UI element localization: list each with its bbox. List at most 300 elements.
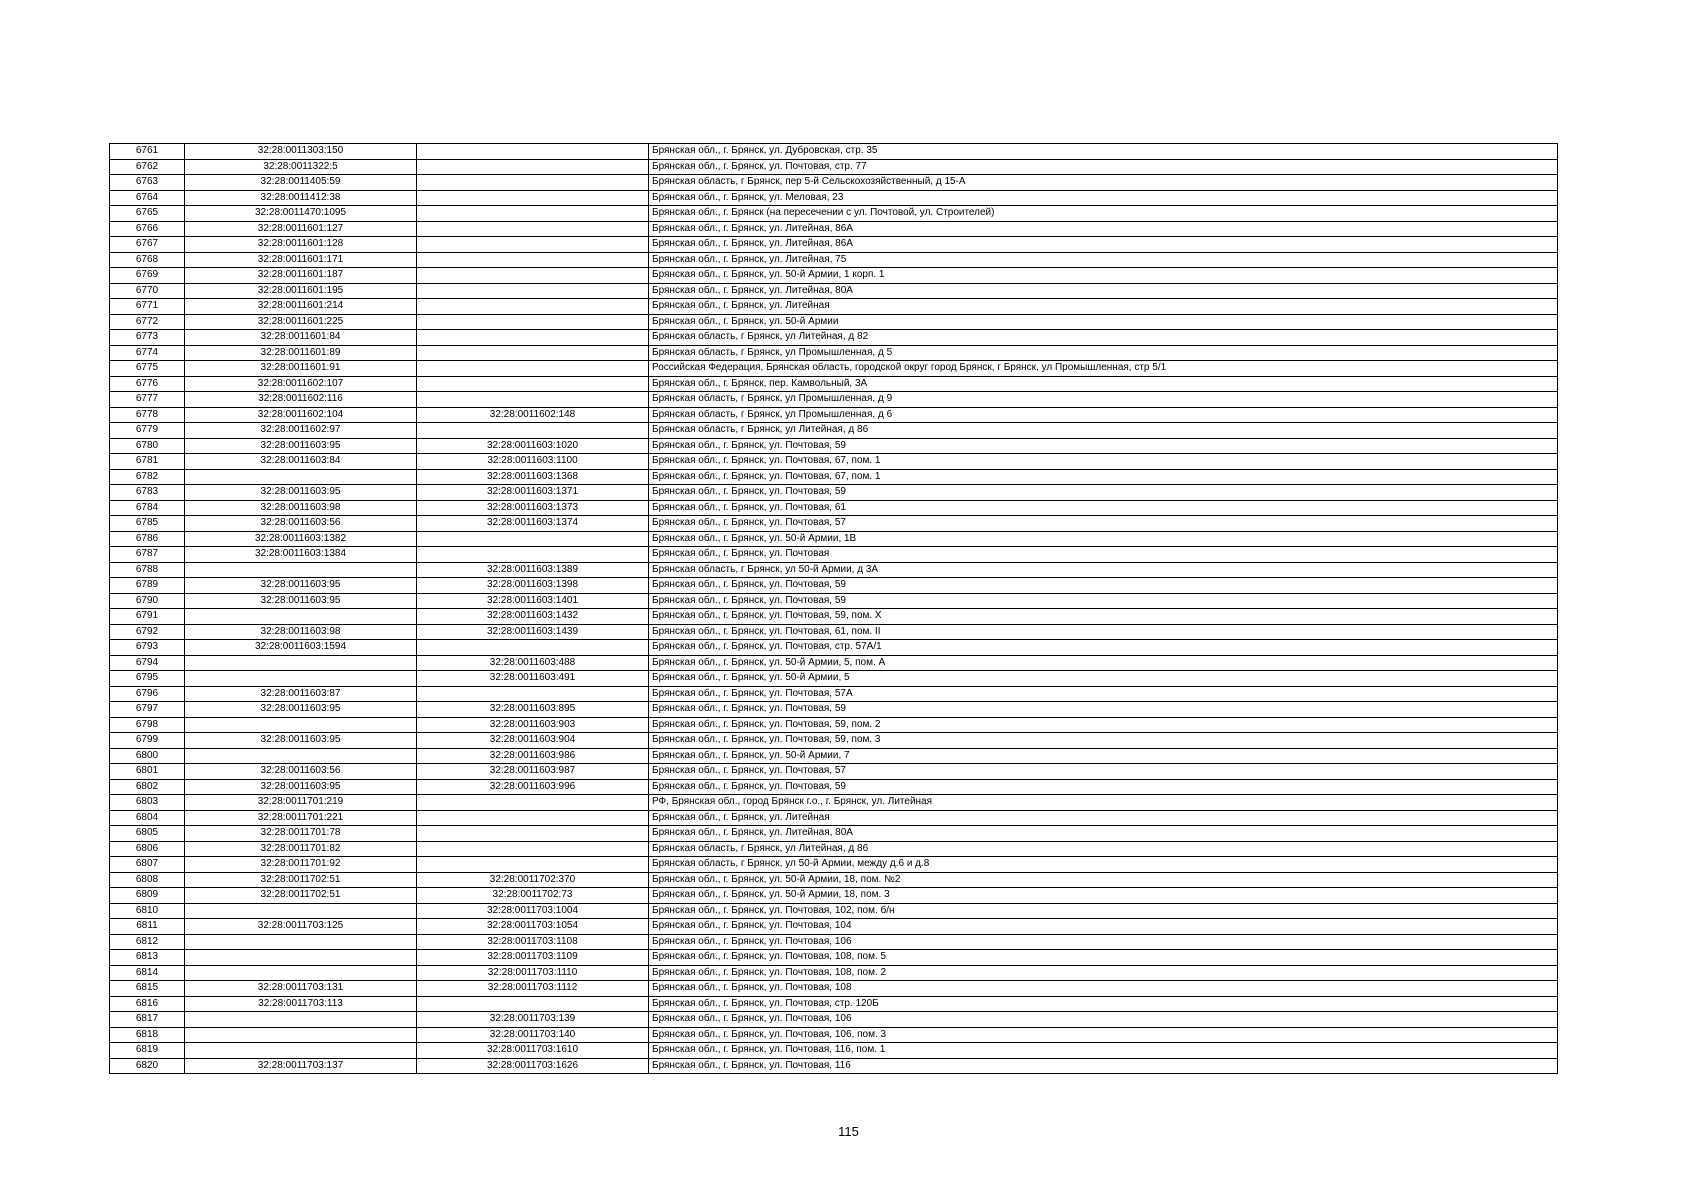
object-cadastral-number-cell: 32:28:0011602:148 — [417, 407, 649, 423]
table-row — [110, 888, 1558, 904]
cadastral-number-cell: 32:28:0011601:171 — [185, 252, 417, 268]
object-cadastral-number-cell: 32:28:0011603:903 — [417, 717, 649, 733]
address-cell: Брянская обл., г. Брянск, ул. Дубровская, стр. 35 — [649, 144, 1558, 160]
object-cadastral-number-cell: 32:28:0011603:1368 — [417, 469, 649, 485]
row-number-cell: 6766 — [110, 221, 185, 237]
object-cadastral-number-cell — [417, 423, 649, 439]
address-cell: Брянская обл., г. Брянск, ул. Почтовая, 59 — [649, 578, 1558, 594]
cadastral-number-cell: 32:28:0011601:225 — [185, 314, 417, 330]
row-number-cell: 6803 — [110, 795, 185, 811]
address-cell: Брянская область, г Брянск, ул Литейная, д 82 — [649, 330, 1558, 346]
table-row — [110, 345, 1558, 361]
table-row — [110, 1043, 1558, 1059]
object-cadastral-number-cell: 32:28:0011703:1108 — [417, 934, 649, 950]
page-number: 115 — [838, 1124, 859, 1139]
row-number-cell: 6793 — [110, 640, 185, 656]
cadastral-number-cell: 32:28:0011701:221 — [185, 810, 417, 826]
cadastral-number-cell: 32:28:0011603:95 — [185, 733, 417, 749]
table-row — [110, 593, 1558, 609]
row-number-cell: 6796 — [110, 686, 185, 702]
address-cell: Брянская обл., г. Брянск, ул. Почтовая, 67, пом. 1 — [649, 454, 1558, 470]
row-number-cell: 6802 — [110, 779, 185, 795]
cadastral-number-cell: 32:28:0011603:95 — [185, 779, 417, 795]
table-row — [110, 314, 1558, 330]
row-number-cell: 6767 — [110, 237, 185, 253]
address-cell: Брянская обл., г. Брянск, ул. Почтовая, стр. 77 — [649, 159, 1558, 175]
address-cell: Брянская обл., г. Брянск, ул. Почтовая, 108 — [649, 981, 1558, 997]
table-row — [110, 206, 1558, 222]
row-number-cell: 6782 — [110, 469, 185, 485]
address-cell: Брянская обл., г. Брянск, ул. Почтовая, 116, пом. 1 — [649, 1043, 1558, 1059]
object-cadastral-number-cell — [417, 144, 649, 160]
address-cell: Брянская обл., г. Брянск, ул. Литейная, 80А — [649, 283, 1558, 299]
table-row — [110, 1058, 1558, 1074]
cadastral-number-cell — [185, 1027, 417, 1043]
object-cadastral-number-cell: 32:28:0011603:986 — [417, 748, 649, 764]
object-cadastral-number-cell: 32:28:0011703:1610 — [417, 1043, 649, 1059]
row-number-cell: 6770 — [110, 283, 185, 299]
address-cell: Брянская обл., г. Брянск, ул. Почтовая, 59 — [649, 438, 1558, 454]
object-cadastral-number-cell — [417, 996, 649, 1012]
address-cell: Брянская обл., г. Брянск, ул. 50-й Армии, 1В — [649, 531, 1558, 547]
object-cadastral-number-cell: 32:28:0011603:491 — [417, 671, 649, 687]
address-cell: Брянская обл., г. Брянск, ул. 50-й Армии, 5, пом. А — [649, 655, 1558, 671]
table-row — [110, 175, 1558, 191]
table-row — [110, 624, 1558, 640]
row-number-cell: 6773 — [110, 330, 185, 346]
object-cadastral-number-cell: 32:28:0011603:1389 — [417, 562, 649, 578]
address-cell: Брянская обл., г. Брянск, пер. Камвольный, 3А — [649, 376, 1558, 392]
address-cell: Брянская обл., г. Брянск, ул. Почтовая, 59, пом. 2 — [649, 717, 1558, 733]
object-cadastral-number-cell: 32:28:0011603:904 — [417, 733, 649, 749]
address-cell: Брянская область, г Брянск, ул Литейная, д 86 — [649, 423, 1558, 439]
row-number-cell: 6768 — [110, 252, 185, 268]
table-row — [110, 144, 1558, 160]
cadastral-number-cell: 32:28:0011701:82 — [185, 841, 417, 857]
cadastral-number-cell: 32:28:0011602:107 — [185, 376, 417, 392]
object-cadastral-number-cell — [417, 221, 649, 237]
table-row — [110, 531, 1558, 547]
row-number-cell: 6774 — [110, 345, 185, 361]
row-number-cell: 6819 — [110, 1043, 185, 1059]
object-cadastral-number-cell: 32:28:0011603:1439 — [417, 624, 649, 640]
table-row — [110, 748, 1558, 764]
object-cadastral-number-cell — [417, 314, 649, 330]
address-cell: Брянская обл., г. Брянск, ул. Почтовая, 57 — [649, 764, 1558, 780]
table-row — [110, 469, 1558, 485]
cadastral-number-cell — [185, 934, 417, 950]
cadastral-number-cell: 32:28:0011601:187 — [185, 268, 417, 284]
cadastral-number-cell — [185, 1012, 417, 1028]
object-cadastral-number-cell — [417, 640, 649, 656]
cadastral-number-cell: 32:28:0011412:38 — [185, 190, 417, 206]
object-cadastral-number-cell: 32:28:0011603:895 — [417, 702, 649, 718]
address-cell: РФ, Брянская обл., город Брянск г.о., г. Брянск, ул. Литейная — [649, 795, 1558, 811]
cadastral-number-cell — [185, 671, 417, 687]
row-number-cell: 6765 — [110, 206, 185, 222]
address-cell: Брянская область, г Брянск, ул Промышленная, д 9 — [649, 392, 1558, 408]
table-row — [110, 159, 1558, 175]
object-cadastral-number-cell: 32:28:0011603:1100 — [417, 454, 649, 470]
table-row — [110, 423, 1558, 439]
table-row — [110, 795, 1558, 811]
cadastral-number-cell: 32:28:0011405:59 — [185, 175, 417, 191]
table-row — [110, 872, 1558, 888]
object-cadastral-number-cell — [417, 299, 649, 315]
row-number-cell: 6804 — [110, 810, 185, 826]
cadastral-number-cell — [185, 562, 417, 578]
row-number-cell: 6787 — [110, 547, 185, 563]
object-cadastral-number-cell: 32:28:0011603:488 — [417, 655, 649, 671]
table-row — [110, 252, 1558, 268]
row-number-cell: 6800 — [110, 748, 185, 764]
cadastral-number-cell: 32:28:0011602:116 — [185, 392, 417, 408]
cadastral-number-cell — [185, 903, 417, 919]
object-cadastral-number-cell: 32:28:0011603:1432 — [417, 609, 649, 625]
address-cell: Брянская обл., г. Брянск, ул. 50-й Армии, 18, пом. №2 — [649, 872, 1558, 888]
cadastral-number-cell — [185, 469, 417, 485]
cadastral-number-cell — [185, 965, 417, 981]
table-row — [110, 779, 1558, 795]
table-row — [110, 438, 1558, 454]
address-cell: Брянская область, г Брянск, ул Промышленная, д 6 — [649, 407, 1558, 423]
cadastral-number-cell: 32:28:0011603:1382 — [185, 531, 417, 547]
object-cadastral-number-cell — [417, 330, 649, 346]
address-cell: Брянская обл., г. Брянск, ул. Почтовая, 106 — [649, 1012, 1558, 1028]
address-cell: Брянская обл., г. Брянск, ул. Почтовая, 59, пом. 3 — [649, 733, 1558, 749]
object-cadastral-number-cell — [417, 345, 649, 361]
row-number-cell: 6797 — [110, 702, 185, 718]
row-number-cell: 6772 — [110, 314, 185, 330]
row-number-cell: 6784 — [110, 500, 185, 516]
address-cell: Брянская область, г Брянск, ул Литейная, д 86 — [649, 841, 1558, 857]
row-number-cell: 6807 — [110, 857, 185, 873]
table-row — [110, 609, 1558, 625]
table-row — [110, 810, 1558, 826]
object-cadastral-number-cell — [417, 826, 649, 842]
table-row — [110, 965, 1558, 981]
address-cell: Брянская обл., г. Брянск, ул. 50-й Армии, 18, пом. 3 — [649, 888, 1558, 904]
object-cadastral-number-cell: 32:28:0011703:1110 — [417, 965, 649, 981]
row-number-cell: 6779 — [110, 423, 185, 439]
address-cell: Брянская обл., г. Брянск, ул. 50-й Армии, 1 корп. 1 — [649, 268, 1558, 284]
row-number-cell: 6811 — [110, 919, 185, 935]
table-row — [110, 826, 1558, 842]
cadastral-number-cell: 32:28:0011603:95 — [185, 578, 417, 594]
address-cell: Брянская обл., г. Брянск, ул. Почтовая, 102, пом. б/н — [649, 903, 1558, 919]
table-row — [110, 903, 1558, 919]
table-row — [110, 454, 1558, 470]
object-cadastral-number-cell: 32:28:0011703:1054 — [417, 919, 649, 935]
row-number-cell: 6780 — [110, 438, 185, 454]
object-cadastral-number-cell — [417, 268, 649, 284]
cadastral-number-cell: 32:28:0011703:125 — [185, 919, 417, 935]
table-row — [110, 655, 1558, 671]
address-cell: Брянская обл., г. Брянск, ул. Почтовая, стр. 57А/1 — [649, 640, 1558, 656]
cadastral-number-cell: 32:28:0011703:137 — [185, 1058, 417, 1074]
cadastral-number-cell: 32:28:0011303:150 — [185, 144, 417, 160]
address-cell: Брянская обл., г. Брянск, ул. 50-й Армии, 5 — [649, 671, 1558, 687]
cadastral-number-cell: 32:28:0011603:84 — [185, 454, 417, 470]
object-cadastral-number-cell: 32:28:0011703:140 — [417, 1027, 649, 1043]
row-number-cell: 6776 — [110, 376, 185, 392]
cadastral-number-cell: 32:28:0011702:51 — [185, 888, 417, 904]
object-cadastral-number-cell — [417, 190, 649, 206]
object-cadastral-number-cell: 32:28:0011703:1004 — [417, 903, 649, 919]
table-row — [110, 268, 1558, 284]
object-cadastral-number-cell: 32:28:0011603:1374 — [417, 516, 649, 532]
address-cell: Брянская обл., г. Брянск, ул. Почтовая, 61 — [649, 500, 1558, 516]
table-row — [110, 934, 1558, 950]
object-cadastral-number-cell — [417, 252, 649, 268]
registry-table-container — [109, 143, 1557, 1074]
registry-table-body — [110, 144, 1558, 1074]
row-number-cell: 6817 — [110, 1012, 185, 1028]
row-number-cell: 6798 — [110, 717, 185, 733]
address-cell: Брянская обл., г. Брянск, ул. Почтовая, 57А — [649, 686, 1558, 702]
cadastral-number-cell: 32:28:0011601:214 — [185, 299, 417, 315]
row-number-cell: 6818 — [110, 1027, 185, 1043]
object-cadastral-number-cell: 32:28:0011703:1626 — [417, 1058, 649, 1074]
object-cadastral-number-cell: 32:28:0011703:139 — [417, 1012, 649, 1028]
table-row — [110, 996, 1558, 1012]
cadastral-number-cell: 32:28:0011603:95 — [185, 438, 417, 454]
cadastral-number-cell: 32:28:0011601:84 — [185, 330, 417, 346]
row-number-cell: 6815 — [110, 981, 185, 997]
object-cadastral-number-cell: 32:28:0011702:370 — [417, 872, 649, 888]
cadastral-number-cell — [185, 1043, 417, 1059]
address-cell: Брянская обл., г. Брянск (на пересечении с ул. Почтовой, ул. Строителей) — [649, 206, 1558, 222]
address-cell: Брянская обл., г. Брянск, ул. Почтовая, 59, пом. X — [649, 609, 1558, 625]
cadastral-number-cell: 32:28:0011603:95 — [185, 702, 417, 718]
address-cell: Брянская обл., г. Брянск, ул. Меловая, 23 — [649, 190, 1558, 206]
row-number-cell: 6792 — [110, 624, 185, 640]
cadastral-number-cell: 32:28:0011601:89 — [185, 345, 417, 361]
cadastral-number-cell: 32:28:0011603:95 — [185, 485, 417, 501]
table-row — [110, 283, 1558, 299]
object-cadastral-number-cell: 32:28:0011603:1020 — [417, 438, 649, 454]
address-cell: Брянская область, г Брянск, ул 50-й Армии, д 3А — [649, 562, 1558, 578]
table-row — [110, 361, 1558, 377]
address-cell: Брянская обл., г. Брянск, ул. Почтовая, 59 — [649, 485, 1558, 501]
object-cadastral-number-cell — [417, 547, 649, 563]
row-number-cell: 6808 — [110, 872, 185, 888]
row-number-cell: 6809 — [110, 888, 185, 904]
cadastral-number-cell: 32:28:0011701:92 — [185, 857, 417, 873]
table-row — [110, 702, 1558, 718]
table-row — [110, 299, 1558, 315]
cadastral-number-cell: 32:28:0011470:1095 — [185, 206, 417, 222]
row-number-cell: 6783 — [110, 485, 185, 501]
row-number-cell: 6785 — [110, 516, 185, 532]
cadastral-number-cell: 32:28:0011603:98 — [185, 624, 417, 640]
object-cadastral-number-cell: 32:28:0011603:996 — [417, 779, 649, 795]
object-cadastral-number-cell: 32:28:0011703:1109 — [417, 950, 649, 966]
cadastral-number-cell: 32:28:0011601:91 — [185, 361, 417, 377]
table-row — [110, 717, 1558, 733]
table-row — [110, 733, 1558, 749]
table-row — [110, 919, 1558, 935]
row-number-cell: 6795 — [110, 671, 185, 687]
cadastral-number-cell: 32:28:0011603:1594 — [185, 640, 417, 656]
object-cadastral-number-cell — [417, 686, 649, 702]
object-cadastral-number-cell — [417, 206, 649, 222]
address-cell: Брянская обл., г. Брянск, ул. Литейная — [649, 299, 1558, 315]
address-cell: Российская Федерация, Брянская область, городской округ город Брянск, г Брянск, ул Промышленная, стр 5/1 — [649, 361, 1558, 377]
object-cadastral-number-cell — [417, 841, 649, 857]
table-row — [110, 981, 1558, 997]
row-number-cell: 6799 — [110, 733, 185, 749]
table-row — [110, 190, 1558, 206]
address-cell: Брянская обл., г. Брянск, ул. 50-й Армии — [649, 314, 1558, 330]
cadastral-number-cell: 32:28:0011601:195 — [185, 283, 417, 299]
cadastral-number-cell — [185, 609, 417, 625]
cadastral-number-cell: 32:28:0011322:5 — [185, 159, 417, 175]
table-row — [110, 237, 1558, 253]
table-row — [110, 1012, 1558, 1028]
cadastral-number-cell — [185, 748, 417, 764]
row-number-cell: 6786 — [110, 531, 185, 547]
row-number-cell: 6778 — [110, 407, 185, 423]
cadastral-number-cell: 32:28:0011702:51 — [185, 872, 417, 888]
cadastral-number-cell: 32:28:0011603:98 — [185, 500, 417, 516]
row-number-cell: 6761 — [110, 144, 185, 160]
address-cell: Брянская область, г Брянск, ул Промышленная, д 5 — [649, 345, 1558, 361]
table-row — [110, 330, 1558, 346]
cadastral-number-cell — [185, 717, 417, 733]
row-number-cell: 6763 — [110, 175, 185, 191]
address-cell: Брянская область, г Брянск, пер 5-й Сельскохозяйственный, д 15-А — [649, 175, 1558, 191]
object-cadastral-number-cell — [417, 175, 649, 191]
cadastral-number-cell: 32:28:0011701:78 — [185, 826, 417, 842]
table-row — [110, 547, 1558, 563]
address-cell: Брянская обл., г. Брянск, ул. Почтовая, 61, пом. II — [649, 624, 1558, 640]
table-row — [110, 671, 1558, 687]
cadastral-number-cell: 32:28:0011703:131 — [185, 981, 417, 997]
table-row — [110, 221, 1558, 237]
cadastral-number-cell — [185, 950, 417, 966]
object-cadastral-number-cell — [417, 283, 649, 299]
table-row — [110, 764, 1558, 780]
row-number-cell: 6805 — [110, 826, 185, 842]
object-cadastral-number-cell — [417, 795, 649, 811]
cadastral-number-cell: 32:28:0011603:95 — [185, 593, 417, 609]
cadastral-number-cell: 32:28:0011701:219 — [185, 795, 417, 811]
object-cadastral-number-cell: 32:28:0011603:1398 — [417, 578, 649, 594]
row-number-cell: 6791 — [110, 609, 185, 625]
row-number-cell: 6816 — [110, 996, 185, 1012]
address-cell: Брянская обл., г. Брянск, ул. Почтовая, 106, пом. 3 — [649, 1027, 1558, 1043]
table-row — [110, 392, 1558, 408]
cadastral-number-cell: 32:28:0011603:1384 — [185, 547, 417, 563]
row-number-cell: 6820 — [110, 1058, 185, 1074]
address-cell: Брянская обл., г. Брянск, ул. Почтовая, 104 — [649, 919, 1558, 935]
row-number-cell: 6788 — [110, 562, 185, 578]
object-cadastral-number-cell: 32:28:0011603:1401 — [417, 593, 649, 609]
table-row — [110, 376, 1558, 392]
row-number-cell: 6790 — [110, 593, 185, 609]
table-row — [110, 500, 1558, 516]
cadastral-number-cell: 32:28:0011603:56 — [185, 516, 417, 532]
object-cadastral-number-cell — [417, 376, 649, 392]
row-number-cell: 6777 — [110, 392, 185, 408]
object-cadastral-number-cell — [417, 237, 649, 253]
table-row — [110, 562, 1558, 578]
cadastral-number-cell — [185, 655, 417, 671]
row-number-cell: 6810 — [110, 903, 185, 919]
row-number-cell: 6781 — [110, 454, 185, 470]
row-number-cell: 6769 — [110, 268, 185, 284]
table-row — [110, 485, 1558, 501]
row-number-cell: 6762 — [110, 159, 185, 175]
address-cell: Брянская обл., г. Брянск, ул. Литейная — [649, 810, 1558, 826]
cadastral-number-cell: 32:28:0011602:104 — [185, 407, 417, 423]
address-cell: Брянская обл., г. Брянск, ул. Почтовая, 108, пом. 5 — [649, 950, 1558, 966]
cadastral-number-cell: 32:28:0011703:113 — [185, 996, 417, 1012]
table-row — [110, 857, 1558, 873]
address-cell: Брянская обл., г. Брянск, ул. Почтовая, 67, пом. 1 — [649, 469, 1558, 485]
address-cell: Брянская обл., г. Брянск, ул. Литейная, 86А — [649, 237, 1558, 253]
object-cadastral-number-cell — [417, 159, 649, 175]
object-cadastral-number-cell: 32:28:0011703:1112 — [417, 981, 649, 997]
address-cell: Брянская обл., г. Брянск, ул. Почтовая, 106 — [649, 934, 1558, 950]
row-number-cell: 6813 — [110, 950, 185, 966]
object-cadastral-number-cell: 32:28:0011603:1371 — [417, 485, 649, 501]
object-cadastral-number-cell — [417, 361, 649, 377]
table-row — [110, 578, 1558, 594]
table-row — [110, 516, 1558, 532]
address-cell: Брянская обл., г. Брянск, ул. Литейная, 75 — [649, 252, 1558, 268]
row-number-cell: 6771 — [110, 299, 185, 315]
table-row — [110, 640, 1558, 656]
address-cell: Брянская обл., г. Брянск, ул. 50-й Армии, 7 — [649, 748, 1558, 764]
cadastral-number-cell: 32:28:0011603:56 — [185, 764, 417, 780]
object-cadastral-number-cell: 32:28:0011702:73 — [417, 888, 649, 904]
address-cell: Брянская обл., г. Брянск, ул. Почтовая — [649, 547, 1558, 563]
row-number-cell: 6812 — [110, 934, 185, 950]
row-number-cell: 6801 — [110, 764, 185, 780]
object-cadastral-number-cell — [417, 392, 649, 408]
cadastral-number-cell: 32:28:0011601:128 — [185, 237, 417, 253]
address-cell: Брянская обл., г. Брянск, ул. Почтовая, 108, пом. 2 — [649, 965, 1558, 981]
object-cadastral-number-cell — [417, 810, 649, 826]
address-cell: Брянская обл., г. Брянск, ул. Почтовая, 59 — [649, 702, 1558, 718]
table-row — [110, 950, 1558, 966]
cadastral-number-cell: 32:28:0011602:97 — [185, 423, 417, 439]
table-row — [110, 841, 1558, 857]
row-number-cell: 6794 — [110, 655, 185, 671]
address-cell: Брянская обл., г. Брянск, ул. Почтовая, 116 — [649, 1058, 1558, 1074]
table-row — [110, 407, 1558, 423]
table-row — [110, 1027, 1558, 1043]
table-row — [110, 686, 1558, 702]
object-cadastral-number-cell: 32:28:0011603:987 — [417, 764, 649, 780]
address-cell: Брянская обл., г. Брянск, ул. Почтовая, 59 — [649, 593, 1558, 609]
row-number-cell: 6789 — [110, 578, 185, 594]
object-cadastral-number-cell — [417, 531, 649, 547]
registry-table — [109, 143, 1558, 1074]
address-cell: Брянская обл., г. Брянск, ул. Почтовая, 59 — [649, 779, 1558, 795]
object-cadastral-number-cell: 32:28:0011603:1373 — [417, 500, 649, 516]
cadastral-number-cell: 32:28:0011603:87 — [185, 686, 417, 702]
address-cell: Брянская обл., г. Брянск, ул. Почтовая, стр. 120Б — [649, 996, 1558, 1012]
address-cell: Брянская обл., г. Брянск, ул. Литейная, 86А — [649, 221, 1558, 237]
row-number-cell: 6764 — [110, 190, 185, 206]
address-cell: Брянская обл., г. Брянск, ул. Литейная, 80А — [649, 826, 1558, 842]
address-cell: Брянская обл., г. Брянск, ул. Почтовая, 57 — [649, 516, 1558, 532]
cadastral-number-cell: 32:28:0011601:127 — [185, 221, 417, 237]
row-number-cell: 6775 — [110, 361, 185, 377]
